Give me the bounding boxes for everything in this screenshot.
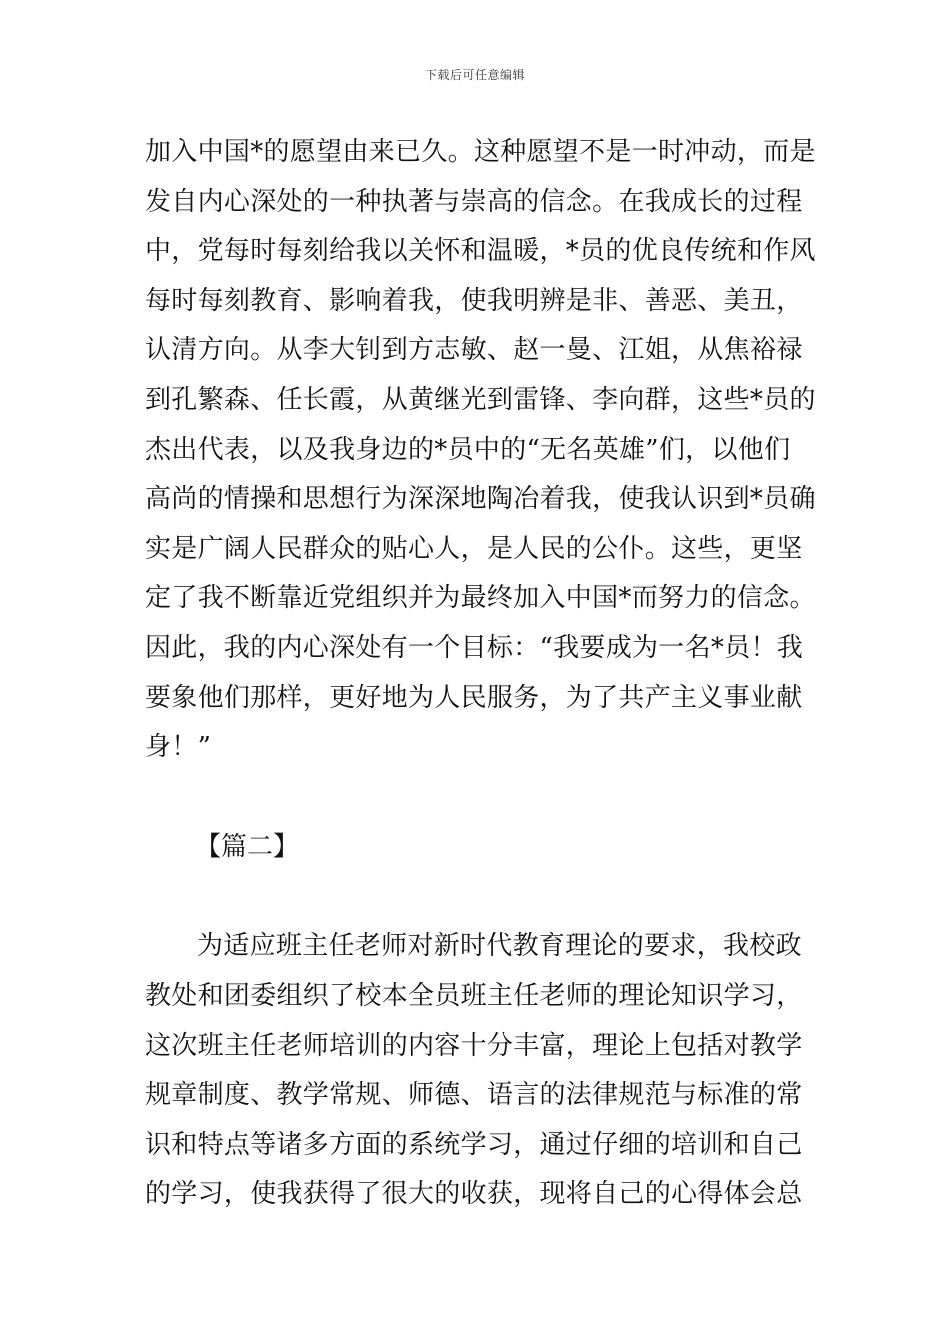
text-line: 识和特点等诸多方面的系统学习，通过仔细的培训和自己 [145, 1129, 803, 1160]
document-body [145, 128, 816, 1220]
page-header: 下载后可任意编辑 [424, 68, 525, 82]
text-line: 杰出代表，以及我身边的*员中的“无名英雄”们，以他们 [145, 434, 791, 465]
text-line: 为适应班主任老师对新时代教育理论的要求，我校政 [197, 931, 802, 962]
section-spacer [145, 773, 807, 823]
paragraph-2 [145, 922, 807, 1220]
text-line: 这次班主任老师培训的内容十分丰富，理论上包括对教学 [145, 1030, 803, 1061]
paragraph-1 [145, 128, 816, 773]
text-line: 身！” [145, 732, 212, 763]
text-line: 实是广阔人民群众的贴心人，是人民的公仆。这些，更坚 [145, 533, 803, 564]
text-line: 高尚的情操和思想行为深深地陶冶着我，使我认识到*员确 [145, 484, 816, 515]
text-line: 认清方向。从李大钊到方志敏、赵一曼、江姐，从焦裕禄 [145, 335, 803, 366]
section-title: 【篇二】 [195, 831, 300, 862]
text-line: 教处和团委组织了校本全员班主任老师的理论知识学习， [145, 980, 803, 1011]
text-line: 要象他们那样，更好地为人民服务，为了共产主义事业献 [145, 682, 803, 713]
text-line: 定了我不断靠近党组织并为最终加入中国*而努力的信念。 [145, 583, 816, 614]
text-line: 的学习，使我获得了很大的收获，现将自己的心得体会总 [145, 1179, 803, 1210]
text-line: 到孔繁森、任长霞，从黄继光到雷锋、李向群，这些*员的 [145, 384, 816, 415]
text-line: 规章制度、教学常规、师德、语言的法律规范与标准的常 [145, 1080, 803, 1111]
text-line: 因此，我的内心深处有一个目标：“我要成为一名*员！我 [145, 632, 804, 663]
section-spacer [145, 872, 807, 922]
text-line: 每时每刻教育、影响着我，使我明辨是非、善恶、美丑， [145, 285, 803, 316]
text-line: 中，党每时每刻给我以关怀和温暖，*员的优良传统和作风 [145, 236, 816, 267]
text-line: 发自内心深处的一种执著与崇高的信念。在我成长的过程 [145, 186, 803, 217]
text-line: 加入中国*的愿望由来已久。这种愿望不是一时冲动，而是 [145, 137, 816, 167]
